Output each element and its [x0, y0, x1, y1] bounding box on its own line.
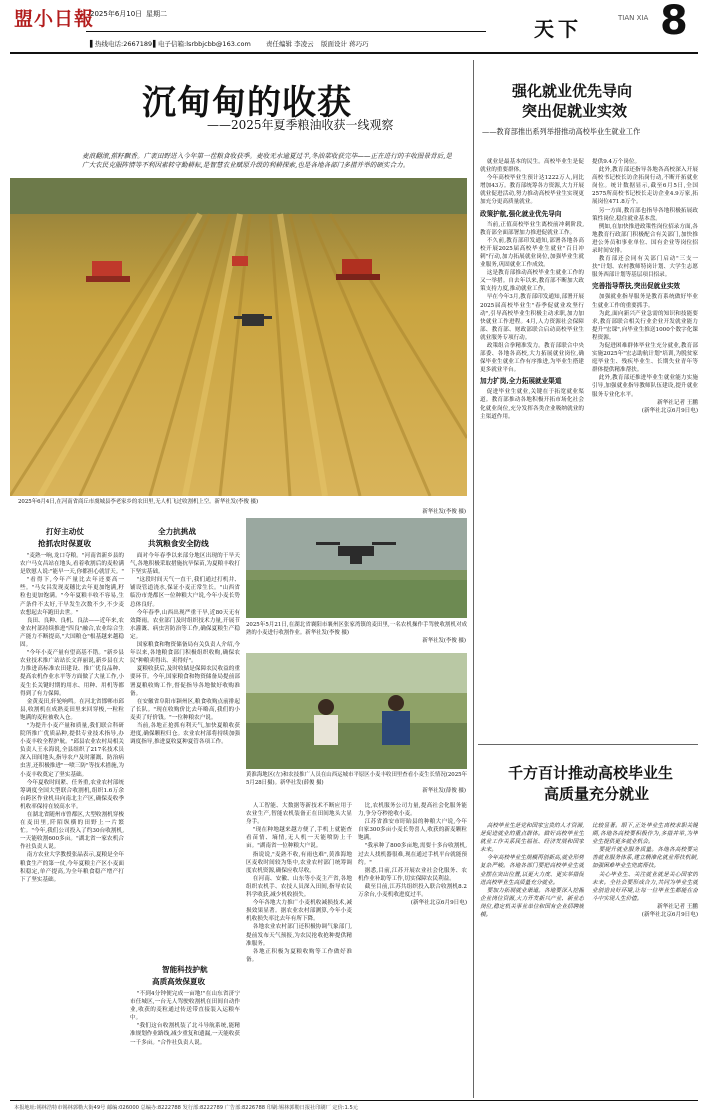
editor: 责任编辑 李凌云	[266, 40, 314, 48]
lead-column-2	[130, 552, 240, 960]
rb-c2-paragraph: 要提升就业服务质量。各地各高校要完善就业服务体系,建立精准化就业帮扶机制,加强困难毕业生兜底帮扶。	[592, 847, 698, 870]
col1-paragraph: 今年夏收时间紧、任务重,农业农村部统筹调度全国大型联合收割机,组织1.6万余台跨区作业机具向南北主产区,确保麦收季机收率保持在较高水平。	[20, 779, 124, 810]
page-number: 8	[660, 0, 688, 44]
col2-paragraph: 今年春季,山西出现严重干旱,近80天无有效降雨。农业部门及时组织技术力量,开展节水灌溉、病虫害防治等工作,确保夏粮生产稳定。	[130, 609, 240, 640]
col3-paragraph: 各地农业农村部门还积极协调气象部门,提前发布天气预报,为农民抢收抢种提供精准服务。	[246, 924, 352, 947]
rt-c1-paragraph: 不久前,教育部印发通知,部署各地各高校开展2025届高校毕业生就业"百日冲刺"行动,加力拓展就业岗位,加强毕业生就业服务,巩固就业工作成效。	[480, 237, 584, 269]
harvest-field-illustration	[10, 178, 467, 496]
hotline: ▌热线电话:2667189	[90, 40, 153, 48]
proof: 版面设计 蒋巧巧	[321, 40, 369, 48]
col2-paragraph: 面对今年春季以来部分地区出现的干旱天气,各地积极采取措施抗旱保苗,为夏粮丰收打下坚实基础。	[130, 553, 240, 576]
col1-paragraph: 在湖北省随州市曾都区,大型收割机穿梭在麦田里,阡陌纵横的田野上一片繁忙。"今年,我们公司投入了约30台收割机,一天能收割600多亩。"湖北省一家农机合作社负责人说。	[20, 812, 124, 851]
col3-paragraph: 在河南、安徽、山东等小麦主产省,各地组织农机手、农技人员深入田间,指导农民科学收获,减少机收损失。	[246, 875, 352, 899]
col4-paragraph: "我承种了800多亩地,需要十多台收割机,过去人找机器很难,现在通过手机平台就能预约。"	[358, 843, 467, 866]
rt-c2-paragraph: 教育部还会同有关部门启动"三支一扶"计划、农村教师特岗计划、大学生志愿服务西部计划等基层项目招录。	[592, 256, 698, 279]
drone-over-field-illustration	[246, 518, 467, 618]
col1-heading-1: 打好主动仗	[46, 527, 84, 536]
col1-paragraph: "麦熟一晌,龙口夺粮。"河南省新乡县的农户马女昌站在地头,看着收割后的麦粒满是欣慰人说:"能早一天,你都担心就冒天。"	[20, 553, 124, 576]
col2-paragraph: 夏粮收获后,及时收储是保障农民收益的重要环节。今年,国家粮食和物资储备局提前部署夏粮收购工作,督促指导各地做好收购准备。	[130, 666, 240, 697]
bottom-photo-credit: 新华社发(薛俊 摄)	[422, 788, 466, 794]
right-top-column-1	[480, 158, 584, 722]
col4-paragraph: 据悉,目前,江苏开展农业社会化服务、农机作业补助等工作,切实保障农民利益。	[358, 867, 467, 882]
rt-c1-paragraph: 当前,正值高校毕业生离校前冲刺阶段,教育部全面部署加力推进促就业工作。	[480, 221, 584, 236]
field-inspection-photo	[246, 653, 467, 769]
rt-c2-paragraph: 为此,面向新兴产业急需的知识和技能要求,教育部联合相关行业企业开发就业能力提升"宏课",向毕业生推送1000个数字化课程资源。	[592, 310, 698, 341]
col2-subheading-1: 智能科技护航	[162, 965, 208, 974]
bottom-photo-caption: 黄淮海地区(左)和农技推广人员在山西运城市平原区小麦丰收田里查看小麦生长情况(2025年5月28日摄)。新华社发(薛俊 摄)	[246, 772, 467, 786]
col2-paragraph: 国家粮食和物资储备局有关负责人介绍,今年以来,各地粮食部门积极组织收购,确保农民"种粮卖得出、卖得好"。	[130, 642, 240, 665]
technicians-in-wheat-illustration	[246, 653, 467, 769]
issue-weekday: 星期二	[146, 10, 167, 18]
col2-heading-2: 共筑粮食安全防线	[148, 539, 209, 548]
drone-photo	[246, 518, 467, 618]
wheat-harvest-photo	[10, 178, 467, 496]
col2-subheading-2: 高质高效保夏收	[152, 977, 206, 986]
right-top-title-2: 突出促就业实效	[522, 102, 628, 120]
right-top-title-1: 强化就业优先导向	[512, 82, 633, 100]
lead-subtitle: ——2025年夏季粮油收获一线观察	[207, 118, 394, 132]
footer-info: 本报地址:锡林浩特市锡林郭勒大街49号 邮编:026000 总编办:8222788 发行部:8222789 广告部:8226788 印刷:锡林郭勒日报社印刷厂 定价:1.5元	[14, 1105, 358, 1111]
rt-c2-paragraph: 此外,教育部还指导各地各高校深入开展高校书记校长访企拓岗行动,不断开拓就业岗位。统计数据显示,截至6月5日,全国2575所高校书记校长走访企业4.9万家,拓展岗位471.8万个。	[592, 167, 698, 206]
rb-c2-paragraph: 关心毕业生、关注就业就是关心国家的未来。全社会要形成合力,共同为毕业生就业创造良好环境,让每一位毕业生都能在奋斗中实现人生价值。	[592, 871, 698, 902]
rt-c1-paragraph: 政策组合拳精准发力。教育部联合中央部委、各地各高校,大力拓展就业岗位,确保毕业生就业工作有序推进,为毕业生搭建更多就业平台。	[480, 342, 584, 374]
section-name: 天下	[534, 17, 582, 41]
col3-paragraph: 指说说,"麦熟不收,有雨也难",黄淮海地区麦收时间较为集中,农业农村部门统筹调度农机资源,确保应收尽收。	[246, 851, 352, 874]
col4-paragraph: 比,农机服务公司力量,提高社会化服务能力,争分夺秒抢收小麦。	[358, 803, 467, 818]
col4-paragraph: 截至目前,江苏共组织投入联合收割机8.2万余台,小麦机收进度过半。	[358, 883, 467, 899]
col3-paragraph: 人工智能、大数据等新技术不断应用于农业生产,智能农机装备正在田间地头大显身手。	[246, 803, 352, 826]
rb-byline: 新华社记者 王鹏	[657, 903, 698, 910]
mid-photo-credit: 新华社发(李俊 摄)	[422, 638, 466, 644]
rt-c2-paragraph: 提供9.4万个岗位。	[592, 159, 641, 165]
rt-c1-paragraph: 促进毕业生就业,关键在于拓宽就业渠道。教育部推动各地积极开拓市场化社会化就业岗位,充分发挥各类企业吸纳就业的主渠道作用。	[480, 389, 584, 420]
right-top-subtitle: ——教育部推出系列举措推动高校毕业生就业工作	[482, 127, 641, 136]
header-bottom-rule	[10, 52, 698, 54]
col2-paragraph: "不到4分钟便完成一亩地!"在山东省济宁市任城区,一台无人驾驶收割机在田间自动作业,收获的麦粒通过传送带直接装入运粮车中。	[130, 991, 240, 1022]
col1-paragraph: "今年小麦产量有望高基不错。"新乡县农业技术推广站站长文祥丽说,新乡县在大力推进高标准农田建设、推广优良品种、提高农机作业水平等方面做了大量工作,小麦生长关键时期的用水、用种、用机等都得到了有力保障。	[20, 650, 124, 697]
lead-title: 沉甸甸的收获	[142, 83, 352, 123]
lead-photo-credit: 新华社发(李俊 摄)	[422, 509, 466, 515]
col1-paragraph: 金黄麦田,轩轮响鸣。在河北省邯郸市邱县,收割机在成熟麦田里来回穿梭,一粒粒饱满的麦粒被收入仓。	[20, 698, 124, 721]
rt-byline: 新华社记者 王鹏	[657, 399, 698, 406]
vertical-divider	[473, 60, 474, 1098]
col1-paragraph: "看得下,今年产量比去年还要高一些。"马女昌发现麦穗比去年更加饱满,籽粒也更加饱满。"今年夏粮丰收不容易,生产条件不太好,干旱发生次数不少,不少麦农想起去年跑田去世。"	[20, 577, 124, 616]
rt-credit: (新华社北京6月9日电)	[641, 407, 698, 414]
col2-paragraph: 当前,各地正抢抓有利天气,加快夏粮收获进度,确保颗粒归仓。农业农村部将持续加强调度指导,推进夏收夏种夏管各项工作。	[130, 722, 240, 746]
rt-c2-paragraph: 此外,教育部还推进毕业生就业能力实施引导,加强就业指导教师队伍建设,提升就业服务专业化水平。	[592, 375, 698, 398]
right-section-divider	[478, 744, 698, 745]
right-bottom-title-2: 高质量充分就业	[544, 785, 650, 803]
lead-deck: 麦浪翻滚,蕉籽飘香。广袤田野进入今年第一茬粮食收获季。麦收无水逾夏过半,冬油菜收获完毕——正在进行的丰收图景背后,是广大农民克服阵情等不利因素转守勤耕耘,是智慧农业赋原升级的利耕探索,也是各地各部门多措并举的硕实合力。	[82, 152, 452, 169]
rb-c1-paragraph: 今年高校毕业生规模再创新高,就业形势复杂严峻。各地各部门要把高校毕业生就业摆在突出位置,以更大力度、更实举措促进高校毕业生高质量充分就业。	[480, 855, 584, 886]
rt-c2-paragraph: 为促进困难群体毕业生充分就业,教育部实施2025年"宏志助航计划"培训,为脱贫家庭毕业生、残疾毕业生、长期失业青年等群体提供精准帮扶。	[592, 342, 698, 374]
col1-paragraph: 良田、良种、良机、良法——近年来,农业农村部持续推进"四良"融合,农业综合生产能力不断提高,"大国粮仓"根基越来越稳固。	[20, 617, 124, 649]
col4-paragraph: 江苏省淮安市盱眙县的种粮大户说,今年自家300多亩小麦长势喜人,收获的新麦颗粒饱满。	[358, 819, 467, 842]
col3-paragraph: 各地正积极为夏粮收购等工作做好准备。	[246, 948, 352, 963]
right-bottom-column-2	[592, 822, 698, 1094]
rb-c1-paragraph: 高校毕业生是党和国家宝贵的人才资源,是促进就业的重点群体。做好高校毕业生就业工作关系民生福祉、经济发展和国家未来。	[480, 823, 584, 854]
rb-c2-paragraph: 比较显著。眼下,正处毕业生离校求职关键期,各地各高校要积极作为,多措并举,为毕业生提供更多就业机会。	[592, 823, 698, 846]
section-pinyin: TIAN XIA	[618, 14, 649, 22]
rt-c1-paragraph: 早在今年3月,教育部印发通知,部署开展2025届高校毕业生"春季促就业攻坚行动",引导高校毕业生积极主动求职,加力加快就业工作进程。4月,人力资源社会保障部、教育部、财政部联合启动高校毕业生就业服务专项行动。	[480, 294, 584, 341]
rt-c2-paragraph: 另一方面,教育部也指导各地积极拓展政策性岗位,稳住就业基本盘。	[592, 207, 698, 222]
col3-paragraph: 今年各地大力推广小麦机收减损技术,减损效果显著。据农业农村部测算,今年小麦机收损失率比去年有所下降。	[246, 900, 352, 923]
mid-photo-caption: 2025年5月21日,在湖北省襄阳市襄州区张家湾镇的麦田里,一名农机操作手驾驶收割机对成熟的小麦进行收割作业。新华社发(李俊 摄)	[246, 622, 467, 636]
rt-c1-paragraph: 就业是最基本的民生。高校毕业生是促就业的重要群体。	[480, 159, 584, 174]
col2-paragraph: 在安徽省阜阳市颍州区,粮食收购点前排起了长队。"现在收购价比去年略高,我们的小麦卖了好价钱。"一位种粮农户说。	[130, 698, 240, 721]
rb-c1-paragraph: 要加力拓展就业渠道。各地要深入挖掘企业岗位资源,大力开发新兴产业、新业态岗位,稳定机关事业单位和国有企业招聘规模。	[480, 887, 584, 919]
issue-date: 2025年6月10日	[90, 10, 143, 18]
rt-c1-paragraph: 这是教育部推动高校毕业生就业工作的又一举措。自去年以来,教育部不断加大政策支持力度,推动就业工作。	[480, 270, 584, 293]
rt-c2-subheading: 完善指导帮扶,突出促就业实效	[592, 282, 681, 291]
col1-paragraph: 南方农业大学教授张晶表示,夏粮是全年粮食生产的第一仗,今年夏粮主产区小麦面积稳定,单产提高,为全年粮食稳产增产打下了坚实基础。	[20, 852, 124, 883]
email: ▌电子信箱:lsrbbjcbb@163.com	[153, 40, 251, 48]
masthead-line	[86, 31, 486, 32]
col2-heading-1: 全力抗挑战	[158, 527, 196, 536]
right-bottom-title-1: 千方百计推动高校毕业生	[508, 764, 674, 782]
lead-photo-caption: 2025年6月4日,在河南省商丘市虞城县李老家乡的农田里,无人机飞过收割机上空。新华社发(李俊 摄)	[18, 499, 259, 505]
col4-credit: (新华社北京6月9日电)	[410, 900, 467, 907]
rt-c1-paragraph: 今年高校毕业生预计达1222万人,同比增加43万。教育部统筹各方资源,大力开展就业促进活动,努力推动高校毕业生实现更加充分更高质量就业。	[480, 175, 584, 206]
right-bottom-column-1	[480, 822, 584, 1094]
col1-paragraph: "为提升小麦产量和质量,我们联合科研院所推广优质品种,提供专业技术指导,办小麦丰收全程护航。"邱县农业农村局相关负责人王永海说,全县组织了217名技术员深入田间地头,指导农户及时灌溉、防治病虫害,还积极推进"一喷三防"等技术措施,为小麦丰收奠定了坚实基础。	[20, 722, 124, 778]
rt-c2-paragraph: 加强就业指导服务是教育系统做好毕业生就业工作的重要抓手。	[592, 294, 698, 309]
lead-column-3	[246, 802, 352, 1094]
right-top-column-2	[592, 158, 698, 722]
rb-credit: (新华社北京6月9日电)	[641, 912, 698, 919]
rt-c2-paragraph: 例如,在加快推进政策性岗位招录方面,各地教育行政部门积极配合有关部门,加快推进公务员和事业单位、国有企业等岗位招录时间安排。	[592, 223, 698, 255]
col2-paragraph: "这段时间天气一直干,我们通过打机井、铺设管道浇水,保证小麦正常生长。"山西省临汾市尧都区一位种粮大户说,今年小麦长势总体良好。	[130, 577, 240, 608]
lead-column-1	[20, 552, 124, 1090]
newspaper-logo: 盟小日報	[14, 8, 95, 30]
rt-c1-subheading: 政策护航,强化就业优先导向	[480, 209, 562, 218]
col2-paragraph: "我们这台收割机装了北斗导航系统,能精准规划作业路线,减少重复和遗漏,一天能收获一千多亩。"合作社负责人说。	[130, 1023, 240, 1046]
lead-column-4	[358, 802, 467, 1094]
col3-paragraph: "现在种地越来越方便了,手机上就能查看苗情、墒情,无人机一天能喷防上千亩。"湖南省一位种粮大户说。	[246, 827, 352, 850]
lead-column-2b	[130, 990, 240, 1090]
masthead	[0, 0, 708, 52]
footer-rule	[10, 1100, 698, 1101]
col1-heading-2: 抢抓农时保夏收	[38, 539, 92, 548]
rt-c1-subheading: 加力扩岗,全力拓展就业渠道	[480, 377, 562, 386]
